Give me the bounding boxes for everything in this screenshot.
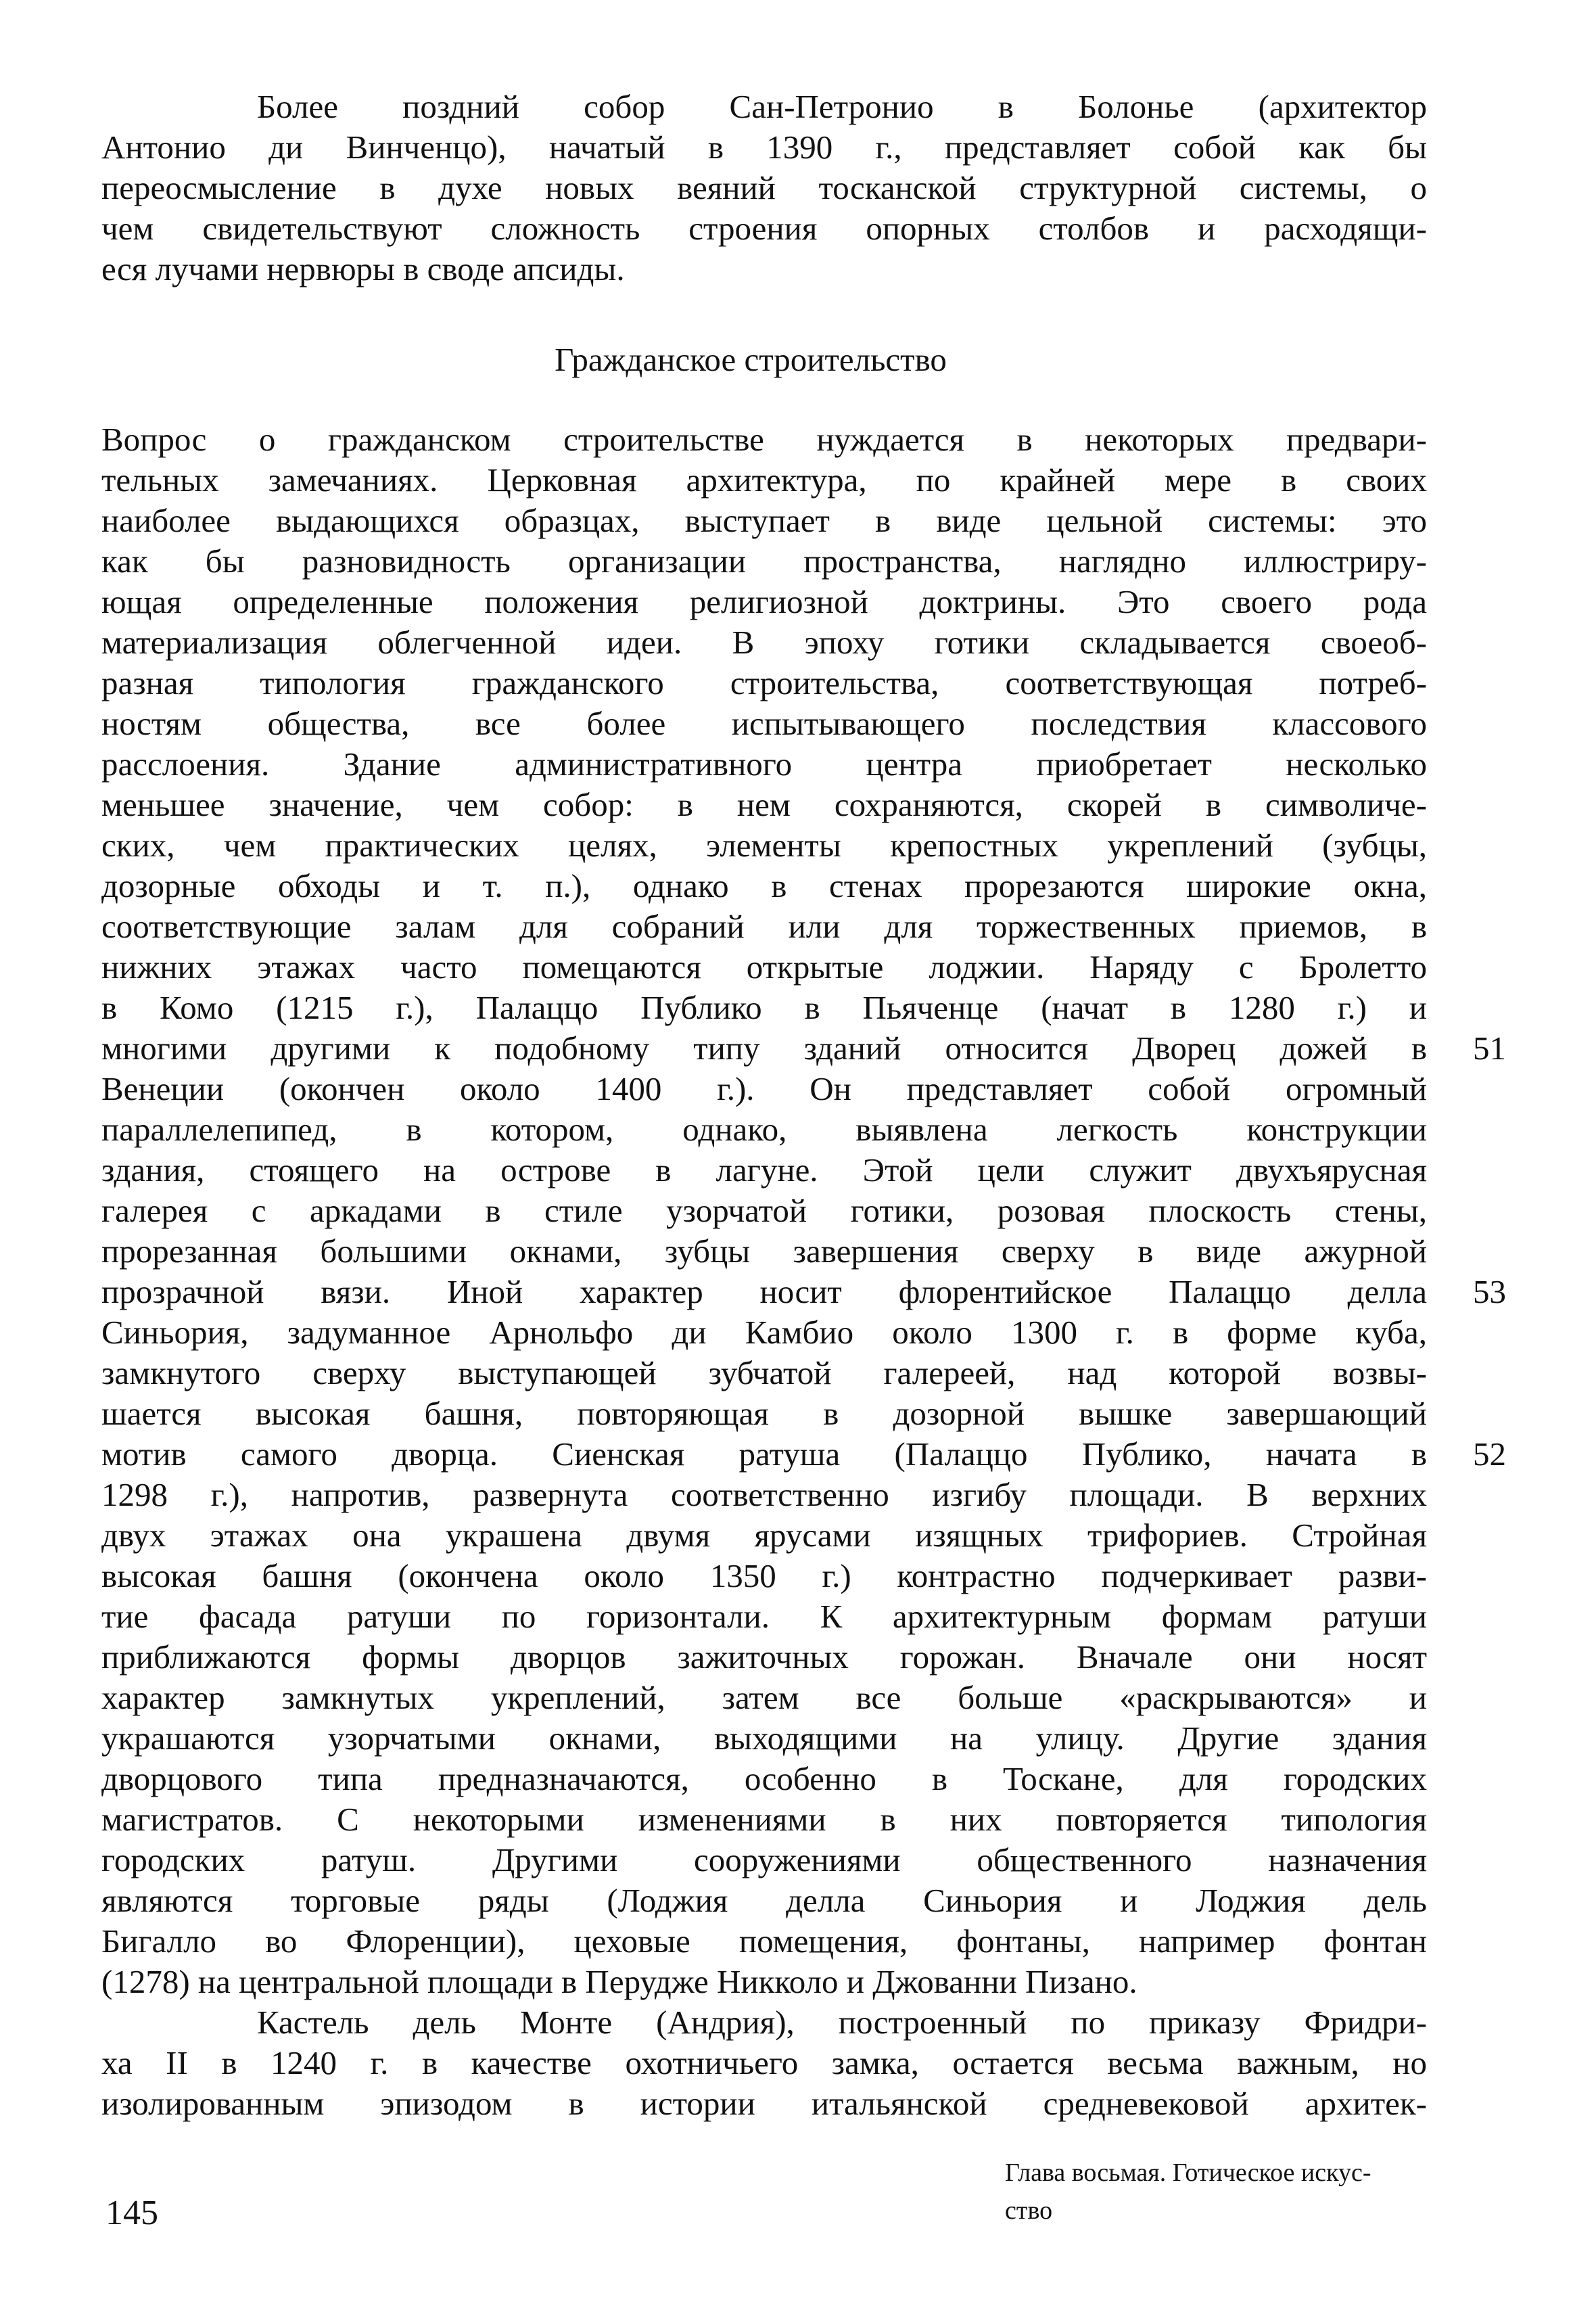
text-line: высокая башня (окончена около 1350 г.) контрастно подчеркивает разви- [101, 1557, 1427, 1594]
text-line: материализация облегченной идеи. В эпоху готики складывается своеоб- [101, 624, 1427, 661]
text-line: городских ратуш. Другими сооружениями общественного назначения [101, 1841, 1427, 1878]
text-line: являются торговые ряды (Лоджия делла Синьория и Лоджия дель [101, 1882, 1427, 1919]
text-line: тие фасада ратуши по горизонтали. К архитектурным формам ратуши [101, 1598, 1427, 1635]
text-line: 1298 г.), напротив, развернута соответственно изгибу площади. В верхних [101, 1476, 1427, 1513]
text-line: ющая определенные положения религиозной доктрины. Это своего рода [101, 583, 1427, 620]
text-line: Антонио ди Винченцо), начатый в 1390 г., представляет собой как бы [101, 129, 1427, 166]
text-line: дворцового типа предназначаются, особенно в Тоскане, для городских [101, 1760, 1427, 1797]
text-line: прозрачной вязи. Иной характер носит флорентийское Палаццо делла [101, 1273, 1427, 1310]
text-line: тельных замечаниях. Церковная архитектура, по крайней мере в своих [101, 461, 1427, 499]
section-heading: Гражданское строительство [555, 341, 947, 378]
text-line: (1278) на центральной площади в Перудже Никколо и Джованни Пизано. [101, 1963, 1137, 2000]
text-line: в Комо (1215 г.), Палаццо Публико в Пьяченце (начат в 1280 г.) и [101, 989, 1427, 1026]
text-line: расслоения. Здание административного центра приобретает несколько [101, 745, 1427, 783]
text-line: дозорные обходы и т. п.), однако в стенах прорезаются широкие окна, [101, 867, 1427, 904]
text-line: еся лучами нервюры в своде апсиды. [101, 250, 625, 287]
text-line: изолированным эпизодом в истории итальянской средневековой архитек- [101, 2085, 1427, 2122]
text-line: замкнутого сверху выступающей зубчатой галереей, над которой возвы- [101, 1354, 1427, 1391]
text-line: Вопрос о гражданском строительстве нуждается в некоторых предвари- [101, 421, 1427, 458]
running-head: Глава восьмая. Готическое искус- ство [1005, 2159, 1371, 2225]
text-line: мотив самого дворца. Сиенская ратуша (Палаццо Публико, начата в [101, 1435, 1427, 1473]
text-line: нижних этажах часто помещаются открытые лоджии. Наряду с Бролетто [101, 948, 1427, 986]
text-line: Кастель дель Монте (Андрия), построенный по приказу Фридри- [257, 2004, 1427, 2041]
margin-figure-ref: 52 [1473, 1435, 1506, 1473]
text-line: прорезанная большими окнами, зубцы завершения сверху в виде ажурной [101, 1232, 1427, 1270]
text-line: здания, стоящего на острове в лагуне. Этой цели служит двухъярусная [101, 1151, 1427, 1188]
text-line: наиболее выдающихся образцах, выступает в виде цельной системы: это [101, 502, 1427, 539]
text-line: ностям общества, все более испытывающего последствия классового [101, 705, 1427, 742]
text-line: меньшее значение, чем собор: в нем сохраняются, скорей в символиче- [101, 786, 1427, 823]
text-line: галерея с аркадами в стиле узорчатой готики, розовая плоскость стены, [101, 1192, 1427, 1229]
text-line: Бигалло во Флоренции), цеховые помещения, фонтаны, например фонтан [101, 1922, 1427, 1960]
text-line: характер замкнутых укреплений, затем все больше «раскрываются» и [101, 1679, 1427, 1716]
text-line: магистратов. С некоторыми изменениями в них повторяется типология [101, 1801, 1427, 1838]
text-line: украшаются узорчатыми окнами, выходящими на улицу. Другие здания [101, 1720, 1427, 1757]
text-line: как бы разновидность организации пространства, наглядно иллюстриру- [101, 543, 1427, 580]
text-line: Синьория, задуманное Арнольфо ди Камбио около 1300 г. в форме куба, [101, 1314, 1427, 1351]
text-line: шается высокая башня, повторяющая в дозорной вышке завершающий [101, 1395, 1427, 1432]
margin-figure-ref: 53 [1473, 1273, 1506, 1310]
text-line: соответствующие залам для собраний или для торжественных приемов, в [101, 908, 1427, 945]
text-line: Более поздний собор Сан-Петронио в Болонье (архитектор [257, 88, 1427, 125]
text-line: переосмысление в духе новых веяний тосканской структурной системы, о [101, 169, 1427, 206]
text-line: ских, чем практических целях, элементы крепостных укреплений (зубцы, [101, 827, 1427, 864]
text-line: приближаются формы дворцов зажиточных горожан. Вначале они носят [101, 1638, 1427, 1676]
margin-figure-ref: 51 [1473, 1030, 1506, 1067]
text-line: двух этажах она украшена двумя ярусами изящных трифориев. Стройная [101, 1517, 1427, 1554]
text-line: чем свидетельствуют сложность строения опорных столбов и расходящи- [101, 210, 1427, 247]
text-line: параллелепипед, в котором, однако, выявлена легкость конструкции [101, 1111, 1427, 1148]
text-line: ха II в 1240 г. в качестве охотничьего замка, остается весьма важным, но [101, 2044, 1427, 2081]
text-line: Венеции (окончен около 1400 г.). Он представляет собой огромный [101, 1070, 1427, 1107]
page-number: 145 [105, 2194, 158, 2232]
text-line: разная типология гражданского строительства, соответствующая потреб- [101, 664, 1427, 701]
text-line: многими другими к подобному типу зданий относится Дворец дожей в [101, 1030, 1427, 1067]
